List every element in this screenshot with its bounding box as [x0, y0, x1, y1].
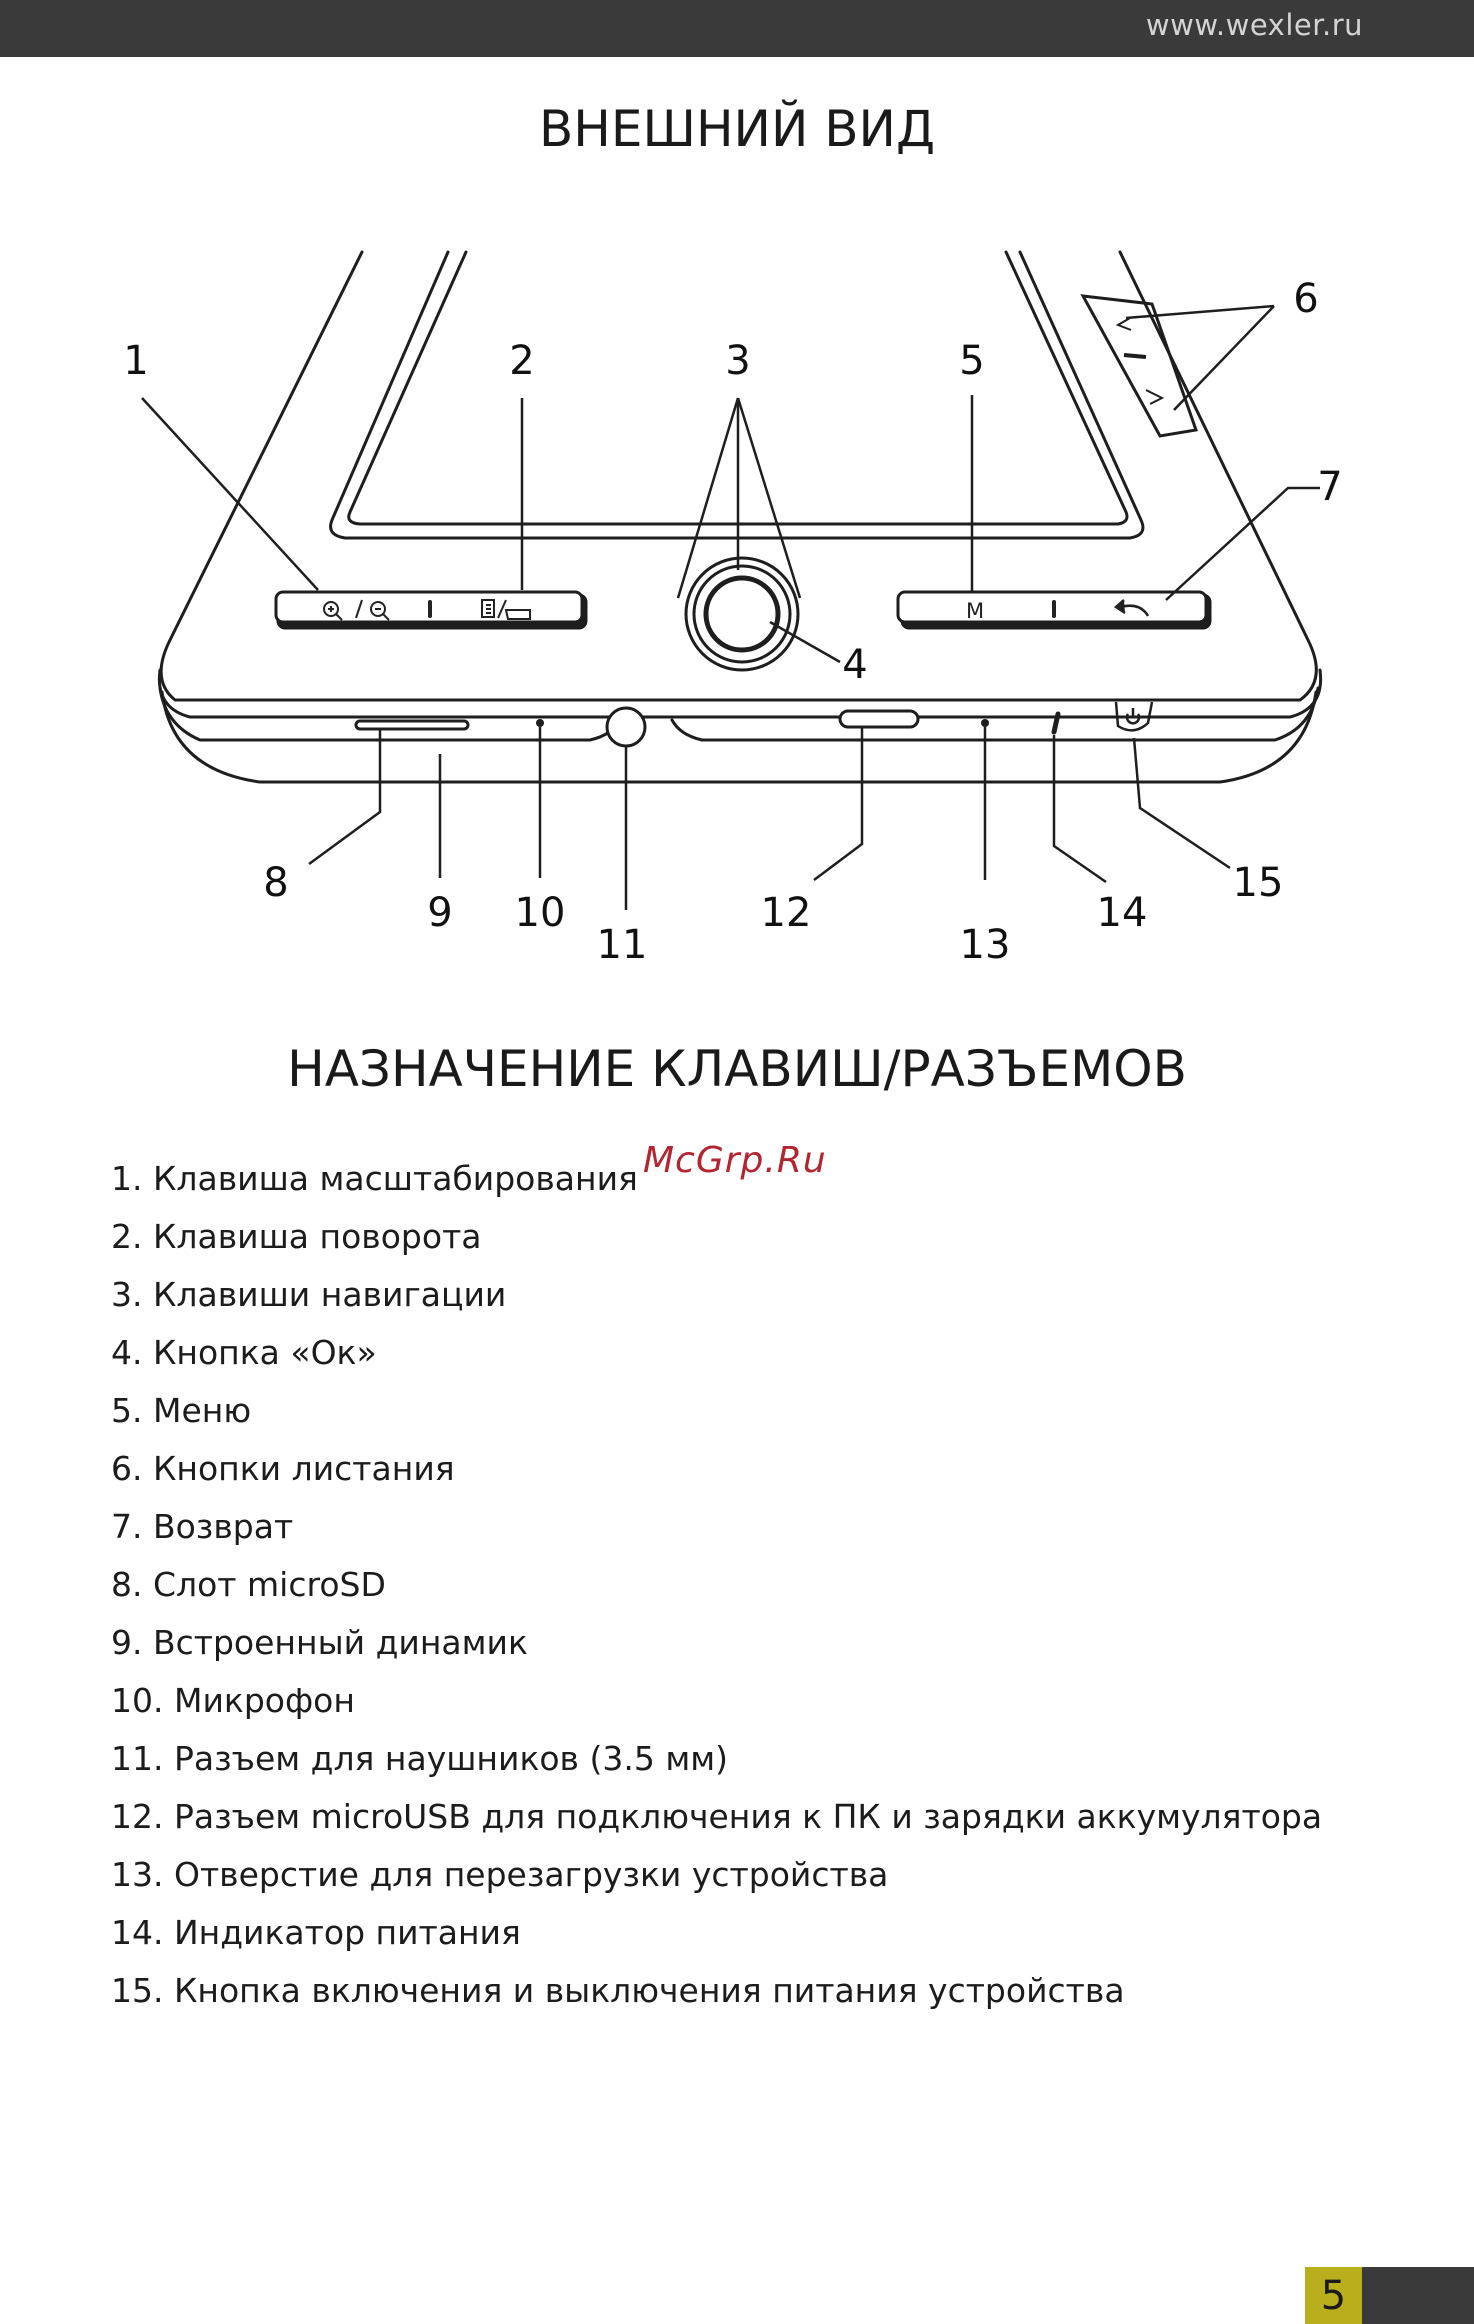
legend-item: 6. Кнопки листания [111, 1449, 455, 1488]
microsd-slot [356, 721, 468, 729]
legend-item: 9. Встроенный динамик [111, 1623, 528, 1662]
callout-13: 13 [959, 922, 1011, 968]
ok-button[interactable] [706, 578, 778, 650]
legend-item: 3. Клавиши навигации [111, 1275, 507, 1314]
callout-11: 11 [596, 922, 648, 968]
device-body-lower [159, 670, 1320, 717]
device-diagram [0, 230, 1474, 1000]
page-number: 5 [1305, 2267, 1362, 2324]
prev-page-icon [1118, 318, 1131, 330]
legend-item: 11. Разъем для наушников (3.5 мм) [111, 1739, 729, 1778]
legend-item: 4. Кнопка «Ок» [111, 1333, 377, 1372]
headphone-jack [607, 708, 645, 746]
callout-8: 8 [263, 860, 289, 906]
site-url[interactable]: www.wexler.ru [1145, 8, 1363, 42]
microphone-hole [536, 719, 544, 727]
callout-5: 5 [959, 338, 985, 384]
watermark: McGrp.Ru [643, 1140, 827, 1181]
device-edge [160, 688, 620, 740]
page-turn-dash-icon [1124, 355, 1146, 357]
legend-item: 13. Отверстие для перезагрузки устройства [111, 1855, 889, 1894]
legend-item: 5. Меню [111, 1391, 252, 1430]
legend-item: 8. Слот microSD [111, 1565, 386, 1604]
callout-6: 6 [1293, 276, 1319, 322]
callout-4: 4 [842, 642, 868, 688]
legend-item: 2. Клавиша поворота [111, 1217, 482, 1256]
key-dash-icon [428, 600, 432, 618]
reset-hole [981, 719, 989, 727]
callout-10: 10 [514, 890, 566, 936]
legend-item: 10. Микрофон [111, 1681, 355, 1720]
footer-bar [1362, 2267, 1474, 2324]
legend-item: 15. Кнопка включения и выключения питания устройства [111, 1971, 1125, 2010]
legend-list [111, 1150, 1322, 2020]
callout-7: 7 [1317, 464, 1343, 510]
legend-item: 1. Клавиша масштабирования [111, 1159, 638, 1198]
callout-14: 14 [1096, 890, 1148, 936]
assignment-title: НАЗНАЧЕНИЕ КЛАВИШ/РАЗЪЕМОВ [287, 1040, 1187, 1098]
legend-item: 12. Разъем microUSB для подключения к ПК и зарядки аккумулятора [111, 1797, 1323, 1836]
legend-item: 14. Индикатор питания [111, 1913, 521, 1952]
appearance-title: ВНЕШНИЙ ВИД [538, 100, 936, 158]
callout-12: 12 [760, 890, 812, 936]
next-page-icon [1146, 390, 1162, 404]
header-bar [0, 0, 1474, 57]
callout-9: 9 [427, 890, 453, 936]
device-bottom [162, 692, 1316, 782]
menu-key-label: M [965, 599, 985, 623]
callout-2: 2 [509, 338, 535, 384]
callout-1: 1 [123, 338, 149, 384]
key-dash-icon-right [1052, 600, 1056, 618]
legend-item: 7. Возврат [111, 1507, 294, 1546]
microusb-port [840, 711, 918, 727]
callout-15: 15 [1232, 860, 1284, 906]
callout-3: 3 [725, 338, 751, 384]
